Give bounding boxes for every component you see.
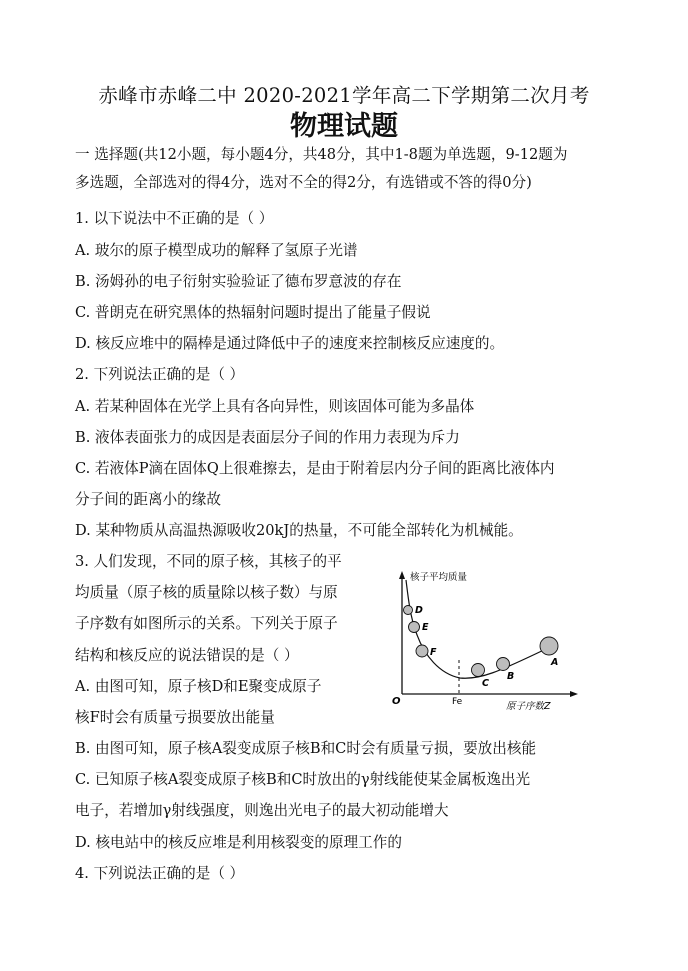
exam-subject: 物理试题 [290,111,398,142]
x-axis-arrow [570,691,578,697]
nucleus-c [472,664,485,677]
nucleus-e [409,622,420,633]
nucleus-f [416,645,428,657]
label-d: D [415,605,423,616]
label-a: A [551,657,559,668]
q1-stem: 1. 以下说法中不正确的是（ ） [75,210,274,227]
q2-option-a: A. 若某种固体在光学上具有各向异性，则该固体可能为多晶体 [75,398,475,415]
label-f: F [430,647,437,658]
q3-option-d: D. 核电站中的核反应堆是利用核裂变的原理工作的 [75,834,402,851]
y-axis-label: 核子平均质量 [410,572,468,583]
q1-option-b: B. 汤姆孙的电子衍射实验验证了德布罗意波的存在 [75,273,402,290]
q3-option-a-line1: A. 由图可知，原子核D和E聚变成原子 [75,678,322,695]
origin-label: O [392,696,401,707]
q3-option-a-line2: 核F时会有质量亏损要放出能量 [75,709,275,726]
q3-option-b: B. 由图可知，原子核A裂变成原子核B和C时会有质量亏损，要放出核能 [75,740,537,757]
q1-option-a: A. 玻尔的原子模型成功的解释了氢原子光谱 [75,242,358,259]
q3-stem-line4: 结构和核反应的说法错误的是（ ） [75,647,299,664]
nucleus-a [540,637,558,655]
nucleon-mass-figure [388,566,588,714]
q1-option-c: C. 普朗克在研究黑体的热辐射问题时提出了能量子假说 [75,304,431,321]
q2-option-c-line2: 分子间的距离小的缘故 [75,491,221,508]
section-intro-line1: 一 选择题(共12小题，每小题4分，共48分，其中1-8题为单选题，9-12题为 [75,146,568,163]
fe-label: Fe [452,697,463,707]
nucleus-b [497,658,510,671]
nucleus-d [404,606,413,615]
q3-option-c-line2: 电子，若增加γ射线强度，则逸出光电子的最大初动能增大 [75,802,449,819]
label-e: E [422,622,429,633]
x-axis-label: 原子序数Z [506,701,551,712]
q2-stem: 2. 下列说法正确的是（ ） [75,366,245,383]
exam-title: 赤峰市赤峰二中 2020-2021学年高二下学期第二次月考 [98,84,590,107]
q2-option-b: B. 液体表面张力的成因是表面层分子间的作用力表现为斥力 [75,429,460,446]
q3-stem-line3: 子序数有如图所示的关系。下列关于原子 [75,615,338,632]
q2-option-d: D. 某种物质从高温热源吸收20kJ的热量，不可能全部转化为机械能。 [75,522,523,539]
q4-stem: 4. 下列说法正确的是（ ） [75,865,245,882]
q3-option-c-line1: C. 已知原子核A裂变成原子核B和C时放出的γ射线能使某金属板逸出光 [75,771,531,788]
label-c: C [482,678,489,689]
section-intro-line2: 多选题，全部选对的得4分，选对不全的得2分，有选错或不答的得0分) [75,174,532,191]
label-b: B [507,671,515,682]
q3-stem-line2: 均质量（原子核的质量除以核子数）与原 [75,584,338,601]
q2-option-c-line1: C. 若液体P滴在固体Q上很难擦去，是由于附着层内分子间的距离比液体内 [75,460,555,477]
q1-option-d: D. 核反应堆中的隔棒是通过降低中子的速度来控制核反应速度的。 [75,335,505,352]
y-axis-arrow [399,571,405,579]
q3-stem-line1: 3. 人们发现，不同的原子核，其核子的平 [75,553,342,570]
